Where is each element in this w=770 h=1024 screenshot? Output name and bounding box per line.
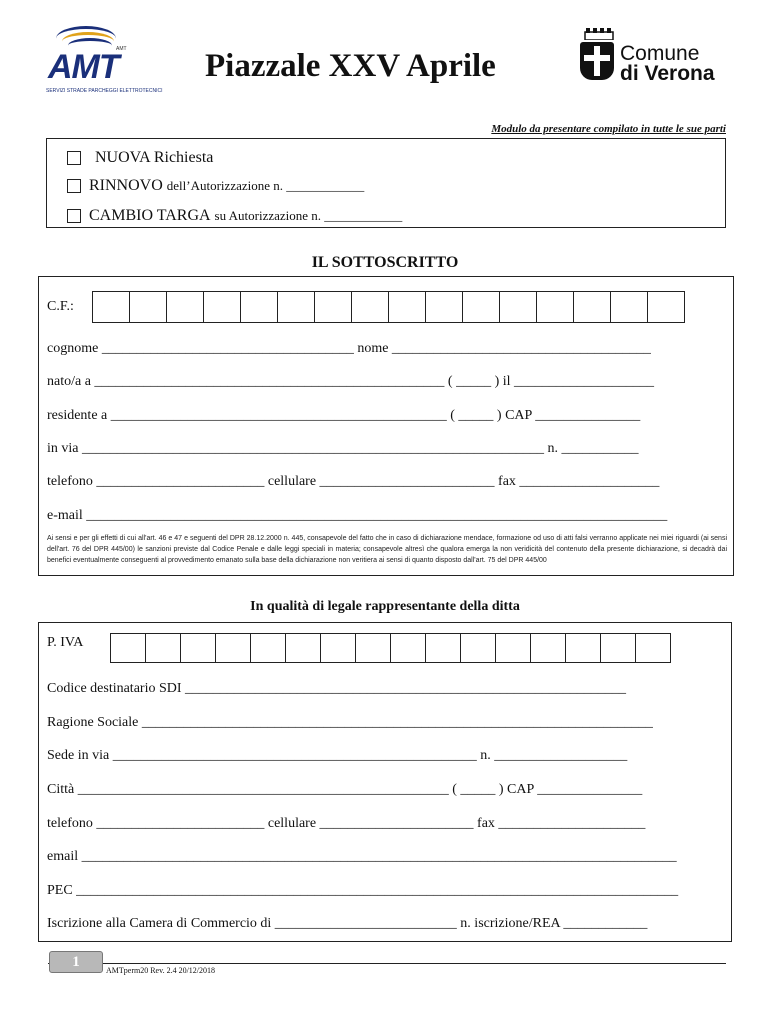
section-sottoscritto-heading: IL SOTTOSCRITTO	[311, 254, 459, 271]
amt-logo-subtext: SERVIZI STRADE PARCHEGGI ELETTROTECNICI	[46, 88, 163, 94]
piva-cell[interactable]	[180, 633, 216, 663]
piva-cell[interactable]	[495, 633, 531, 663]
cf-cell[interactable]	[166, 291, 204, 323]
cf-cell[interactable]	[647, 291, 685, 323]
cambio-targa-detail: su Autorizzazione n. ____________	[214, 208, 403, 223]
comune-logo-line1: Comune	[620, 42, 700, 65]
piva-cell[interactable]	[320, 633, 356, 663]
piva-cell[interactable]	[355, 633, 391, 663]
amt-logo-text: AMT	[48, 48, 119, 86]
amt-logo-tagline: AMT	[116, 46, 127, 52]
nuova-label: NUOVA Richiesta	[95, 149, 214, 166]
option-rinnovo[interactable]	[67, 177, 364, 195]
pec-line[interactable]: PEC ______________________________________________________________________________________	[47, 883, 679, 898]
cf-cell[interactable]	[388, 291, 426, 323]
footer-rule	[48, 963, 726, 964]
rinnovo-checkbox[interactable]	[67, 179, 81, 193]
via-line[interactable]: in via __________________________________________________________________ n. ___________	[47, 441, 639, 456]
residente-line[interactable]: residente a ________________________________________________ ( _____ ) CAP _______________	[47, 408, 641, 423]
cf-cell[interactable]	[610, 291, 648, 323]
cf-cell[interactable]	[129, 291, 167, 323]
comune-logo-text	[620, 44, 715, 84]
camera-commercio-line[interactable]: Iscrizione alla Camera di Commercio di __________________________ n. iscrizione/REA ____________	[47, 916, 648, 931]
cf-cell[interactable]	[314, 291, 352, 323]
piva-cell[interactable]	[215, 633, 251, 663]
shield-cross-icon	[580, 42, 614, 80]
amt-logo	[44, 22, 163, 100]
cf-cell[interactable]	[573, 291, 611, 323]
ragione-sociale-line[interactable]: Ragione Sociale _________________________________________________________________________	[47, 715, 653, 730]
crown-icon	[584, 28, 614, 40]
cf-cell[interactable]	[425, 291, 463, 323]
legal-disclaimer: Ai sensi e per gli effetti di cui all'art. 46 e 47 e seguenti del DPR 28.12.2000 n. 445, consapevole del fatto che in caso di dichiarazione mendace, formazione od uso di atti falsi verranno applicate nei miei riguardi (ai sensi dell'art. 76 del DPR 445/00) le sanzioni previste dal Codice Penale e dalle leggi speciali in materia; consapevole altresì che qualora emerga la non veridicità del contenuto della presente dichiarazione, si decadrà dai benefici eventualmente conseguenti al provvedimento emanato sulla base della dichiarazione non veritiera ai sensi di quanto disposto dall'art. 75 del DPR 445/00	[47, 535, 727, 564]
email-line[interactable]: e-mail ___________________________________________________________________________________	[47, 508, 668, 523]
sottoscritto-box	[38, 276, 734, 576]
telefono-ditta-line[interactable]: telefono ________________________ cellulare ______________________ fax _____________________	[47, 816, 646, 831]
cf-cell[interactable]	[240, 291, 278, 323]
piva-cell[interactable]	[600, 633, 636, 663]
cognome-nome-line[interactable]: cognome ____________________________________ nome _____________________________________	[47, 341, 651, 356]
piva-cell[interactable]	[460, 633, 496, 663]
sede-line[interactable]: Sede in via ____________________________________________________ n. ___________________	[47, 748, 628, 763]
modulo-instruction: Modulo da presentare compilato in tutte le sue parti	[491, 123, 726, 135]
page-number-badge: 1	[49, 951, 103, 973]
piva-cell[interactable]	[530, 633, 566, 663]
comune-logo-line2: di Verona	[620, 62, 715, 85]
rinnovo-label: RINNOVO	[89, 177, 163, 194]
piva-cell[interactable]	[390, 633, 426, 663]
cf-cell[interactable]	[277, 291, 315, 323]
cambio-targa-label: CAMBIO TARGA	[89, 207, 211, 224]
cf-cell[interactable]	[462, 291, 500, 323]
piva-cell[interactable]	[110, 633, 146, 663]
page-title: Piazzale XXV Aprile	[205, 48, 496, 84]
citta-line[interactable]: Città _____________________________________________________ ( _____ ) CAP _______________	[47, 782, 643, 797]
piva-cell[interactable]	[250, 633, 286, 663]
cf-cell[interactable]	[92, 291, 130, 323]
ditta-box	[38, 622, 732, 942]
cf-cell[interactable]	[499, 291, 537, 323]
piva-cell[interactable]	[145, 633, 181, 663]
cf-cell[interactable]	[536, 291, 574, 323]
piva-input-cells[interactable]	[111, 633, 671, 663]
telefono-line[interactable]: telefono ________________________ cellulare _________________________ fax ____________________	[47, 474, 660, 489]
nato-line[interactable]: nato/a a __________________________________________________ ( _____ ) il ____________________	[47, 374, 655, 389]
option-cambio-targa[interactable]	[67, 207, 402, 225]
rinnovo-detail: dell’Autorizzazione n. ____________	[166, 178, 365, 193]
piva-cell[interactable]	[425, 633, 461, 663]
sdi-line[interactable]: Codice destinatario SDI _______________________________________________________________	[47, 681, 627, 696]
piva-cell[interactable]	[285, 633, 321, 663]
piva-cell[interactable]	[635, 633, 671, 663]
section-legale-heading: In qualità di legale rappresentante della ditta	[250, 599, 520, 614]
revision-text: AMTperm20 Rev. 2.4 20/12/2018	[106, 966, 216, 975]
cambio-targa-checkbox[interactable]	[67, 209, 81, 223]
nuova-checkbox[interactable]	[67, 151, 81, 165]
cf-label: C.F.:	[47, 299, 74, 314]
piva-cell[interactable]	[565, 633, 601, 663]
request-type-box	[46, 138, 726, 228]
cf-cell[interactable]	[203, 291, 241, 323]
option-nuova[interactable]	[67, 149, 213, 167]
cf-cell[interactable]	[351, 291, 389, 323]
piva-label: P. IVA	[47, 635, 84, 650]
cf-input-cells[interactable]	[93, 291, 685, 323]
email-ditta-line[interactable]: email _____________________________________________________________________________________	[47, 849, 677, 864]
comune-di-verona-logo	[580, 28, 730, 94]
